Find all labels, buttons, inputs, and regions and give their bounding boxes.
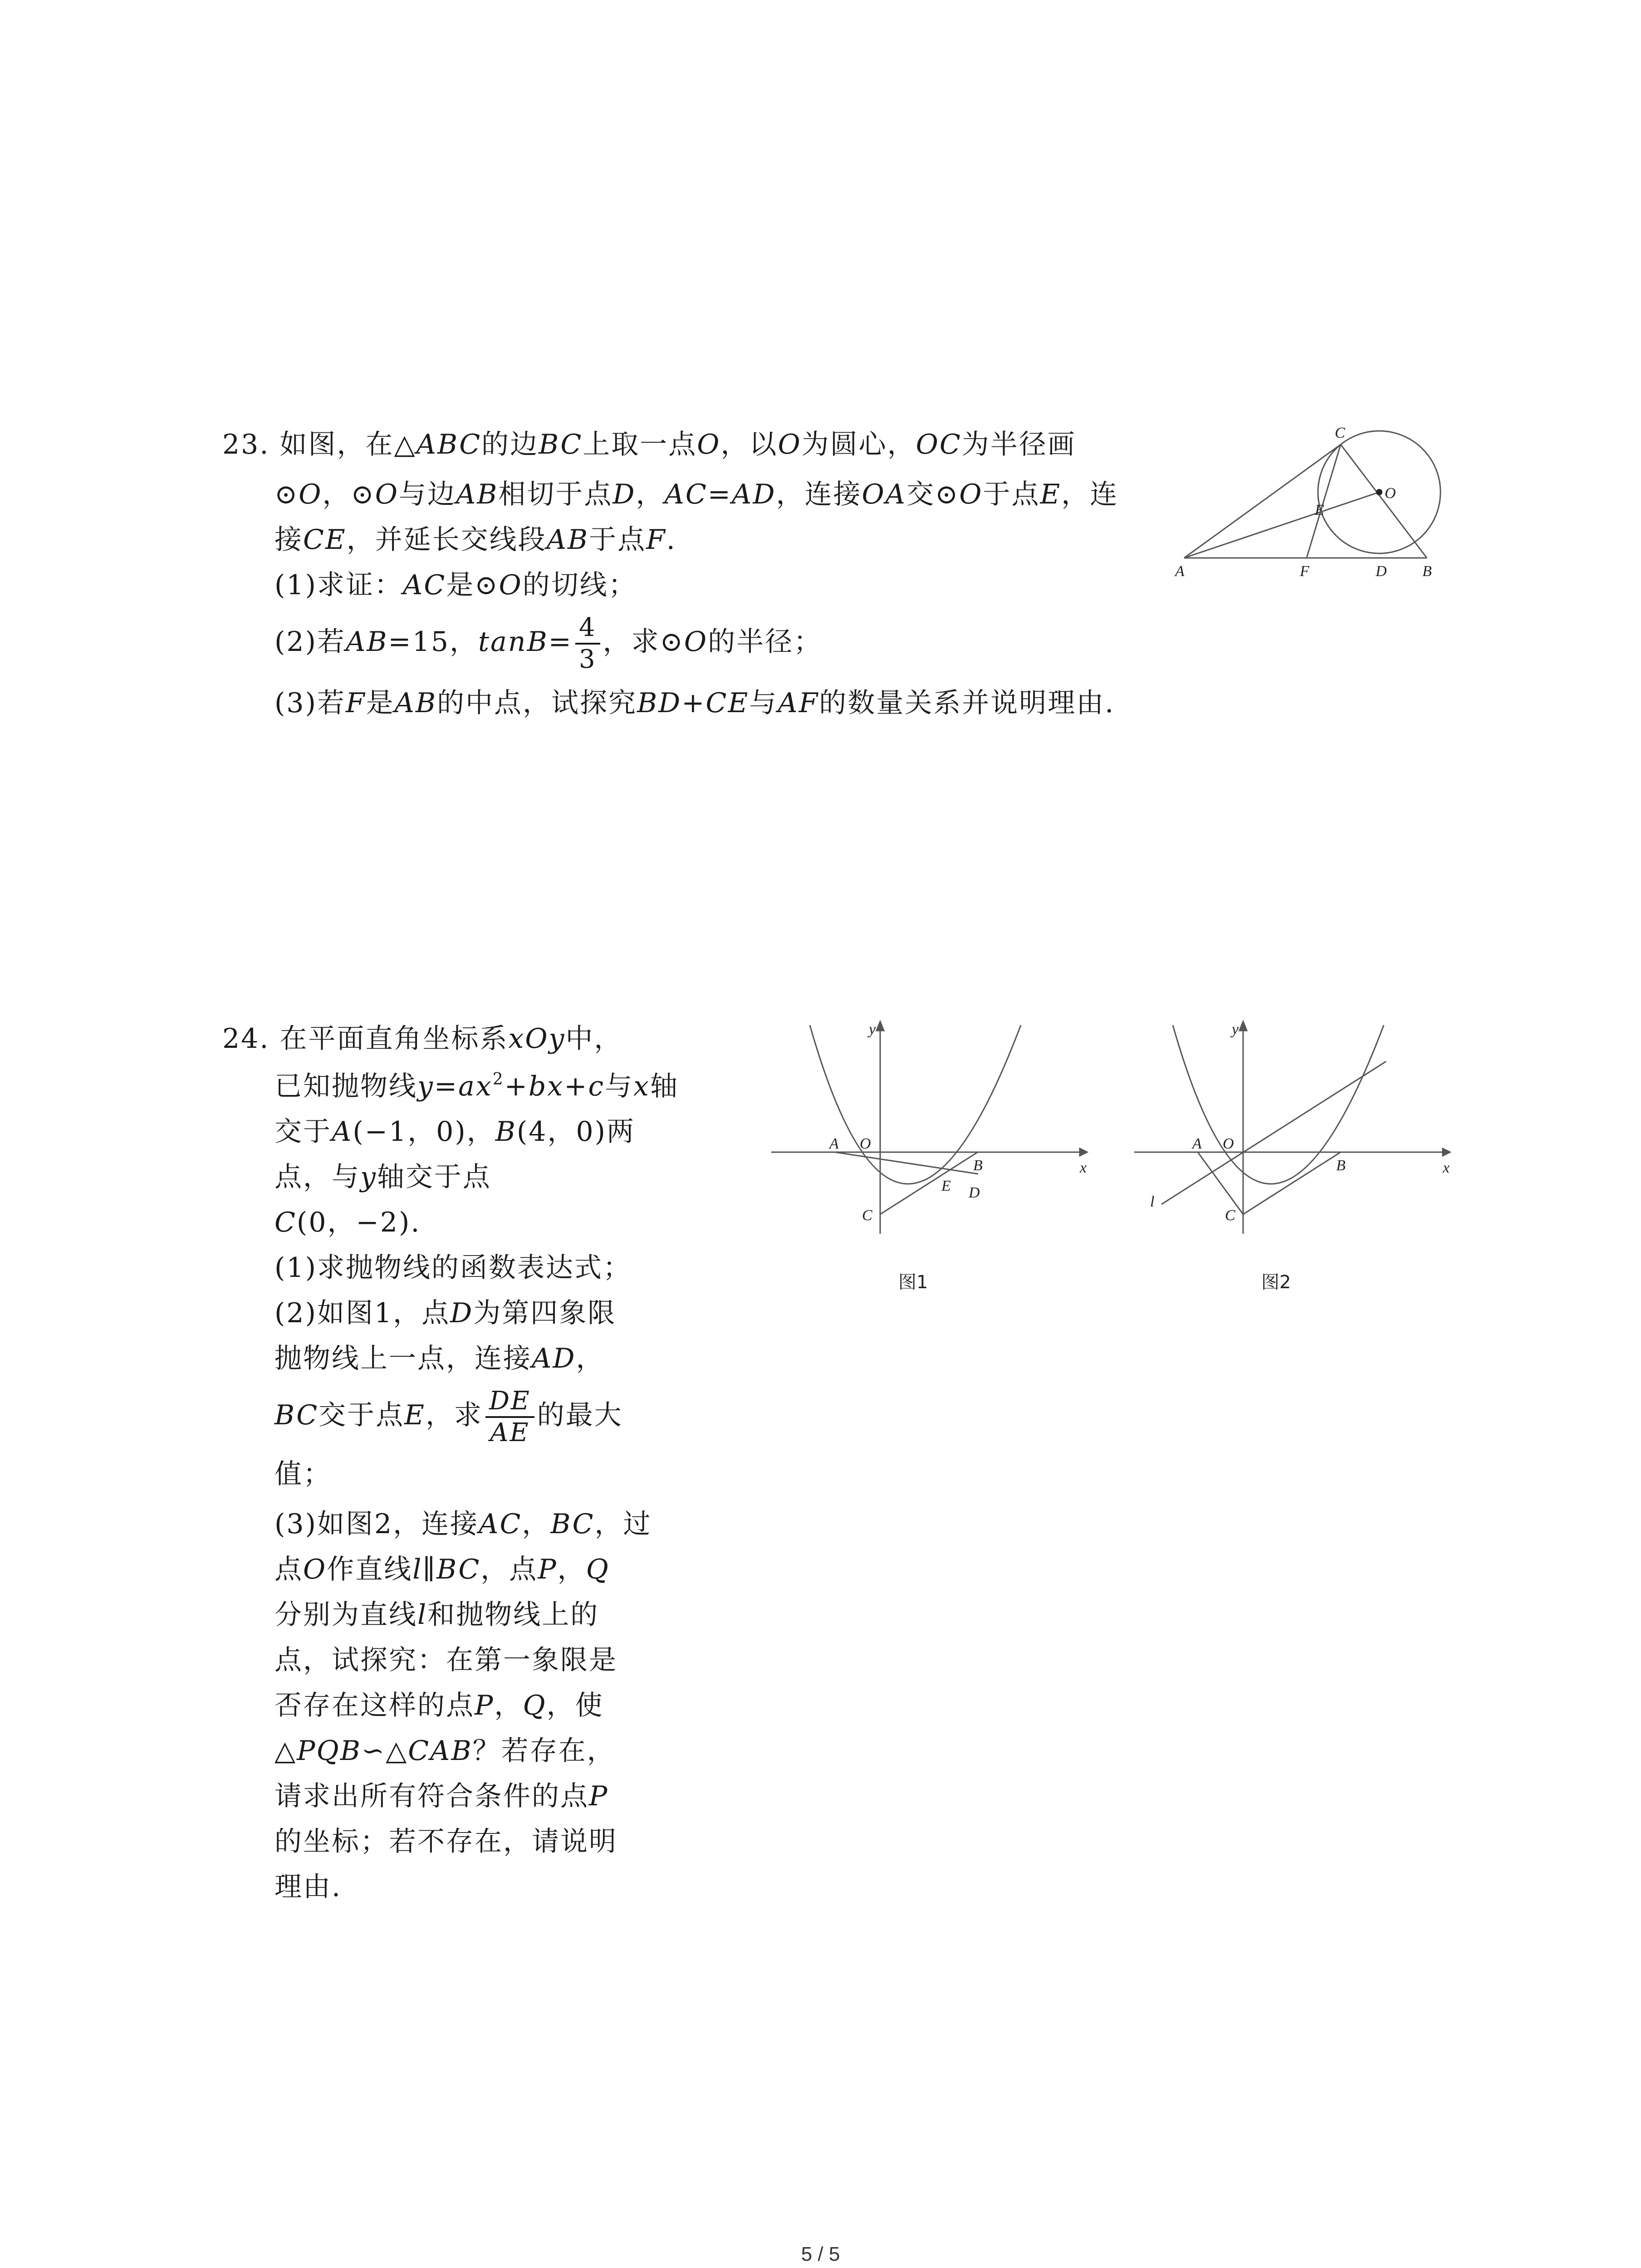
- text: 是⊙: [446, 569, 499, 601]
- q23-line-1: [222, 426, 1076, 463]
- text: ⊙: [274, 479, 299, 510]
- q24-line-18: [274, 1823, 617, 1860]
- math: E: [1040, 479, 1062, 510]
- math: O: [697, 429, 721, 460]
- text: ，: [576, 1343, 605, 1374]
- text: ，求: [425, 1399, 483, 1431]
- label-D: D: [969, 1184, 980, 1201]
- text: (3)如图2，连接: [274, 1508, 479, 1540]
- text: 点: [274, 1554, 303, 1585]
- label-B: B: [1336, 1157, 1346, 1174]
- text: 分别为直线: [274, 1599, 417, 1631]
- text: 与边: [398, 479, 456, 510]
- label-D: D: [1376, 563, 1387, 580]
- q24-figure-2: [1130, 1016, 1465, 1306]
- text: 在平面直角坐标系: [279, 1023, 509, 1055]
- q24-line-17: [274, 1778, 608, 1814]
- q24-line-3: [274, 1114, 635, 1150]
- math: y: [360, 1161, 377, 1193]
- math: AC: [403, 569, 446, 601]
- math: O: [959, 479, 983, 510]
- text: ，连: [1061, 479, 1119, 510]
- text: ∽△: [361, 1735, 408, 1767]
- label-B: B: [973, 1157, 983, 1174]
- q24-line-12: [274, 1551, 610, 1588]
- math: AC: [479, 1508, 522, 1540]
- math: B: [495, 1116, 517, 1148]
- text: 否存在这样的点: [274, 1690, 475, 1721]
- math: D: [612, 479, 636, 510]
- text: △: [274, 1735, 297, 1767]
- math: AB: [456, 479, 499, 510]
- caption-fig1: 图1: [898, 1272, 928, 1293]
- text: (0，−2).: [296, 1207, 421, 1238]
- caption-fig2: 图2: [1261, 1272, 1291, 1293]
- math: BC: [550, 1508, 595, 1540]
- label-C: C: [1225, 1207, 1235, 1224]
- text: =15，: [388, 626, 479, 658]
- math: l: [412, 1554, 423, 1585]
- exponent: 2: [492, 1070, 505, 1089]
- text: ，过: [594, 1508, 652, 1540]
- math: l: [417, 1599, 428, 1631]
- label-A: A: [829, 1135, 839, 1152]
- text: 与: [749, 687, 778, 719]
- text: 交于点: [318, 1399, 405, 1431]
- text: 轴: [650, 1070, 679, 1102]
- math: BC: [436, 1554, 481, 1585]
- label-A: A: [1175, 563, 1185, 580]
- text: 的最大: [537, 1399, 623, 1431]
- parabola: [1173, 1025, 1384, 1184]
- math: OA: [862, 479, 906, 510]
- text: 的切线；: [522, 569, 637, 601]
- q23-number: 23.: [222, 429, 270, 460]
- math: Q: [586, 1554, 610, 1585]
- label-O: O: [1385, 485, 1396, 502]
- text: 轴交于点: [377, 1161, 491, 1193]
- math: O: [299, 479, 323, 510]
- text: 是: [366, 687, 395, 719]
- text: 中，: [565, 1023, 623, 1055]
- text: 于点: [983, 479, 1040, 510]
- math: P: [589, 1780, 609, 1812]
- numerator: [485, 1386, 534, 1418]
- q24-line-1: [222, 1021, 622, 1057]
- text: ∥: [422, 1554, 437, 1585]
- text: 的中点，试探究: [437, 687, 637, 719]
- math: CE: [303, 524, 347, 556]
- math: O: [684, 626, 708, 658]
- text: ，点: [480, 1554, 538, 1585]
- math: OC: [916, 429, 962, 460]
- q24-figure-1: [767, 1016, 1102, 1306]
- center-dot: [1376, 489, 1382, 495]
- label-E: E: [1315, 502, 1324, 518]
- axis-label-x: x: [1443, 1159, 1450, 1176]
- q24-line-8: [274, 1340, 604, 1377]
- q24-line-14: [274, 1642, 617, 1678]
- text: (−1，0)，: [353, 1116, 495, 1148]
- math: BD+CE: [637, 687, 749, 719]
- text: (3)若: [274, 687, 346, 719]
- label-E: E: [941, 1178, 951, 1194]
- math: AB: [546, 524, 589, 556]
- text: (2)如图1，点: [274, 1297, 451, 1329]
- q24-line-6: [274, 1250, 632, 1286]
- text: ，: [636, 479, 665, 510]
- text: 为第四象限: [473, 1297, 617, 1329]
- q24-line-19: [274, 1869, 342, 1905]
- label-l: l: [1150, 1193, 1155, 1210]
- text: =: [548, 626, 573, 658]
- text: 为半径画: [961, 429, 1076, 460]
- label-F: F: [1300, 563, 1309, 580]
- text: 为圆心，: [801, 429, 916, 460]
- math: xOy: [508, 1023, 566, 1055]
- text: 已知抛物线: [274, 1070, 417, 1102]
- math: D: [450, 1297, 474, 1329]
- denominator: 3: [578, 645, 597, 675]
- q24-line-4: [274, 1159, 491, 1195]
- text: ，以: [720, 429, 778, 460]
- text: 的边: [481, 429, 539, 460]
- q24-line-9: [274, 1381, 623, 1449]
- q23-figure: [1171, 422, 1470, 590]
- label-B: B: [1422, 563, 1432, 580]
- text: 的坐标；若不存在，请说明: [274, 1826, 617, 1857]
- segment-ac: [1184, 445, 1341, 558]
- text: 上取一点: [583, 429, 697, 460]
- segment-ao: [1184, 492, 1379, 558]
- q24-line-16: [274, 1733, 616, 1769]
- text: ，⊙: [322, 479, 375, 510]
- text: 交⊙: [906, 479, 960, 510]
- text: 相切于点: [498, 479, 613, 510]
- math: AE: [490, 1418, 530, 1448]
- segment-bc: [1243, 1152, 1341, 1214]
- text: 如图，在△: [279, 429, 416, 460]
- parabola: [810, 1025, 1021, 1184]
- label-C: C: [1335, 425, 1345, 441]
- text: 理由.: [274, 1871, 342, 1903]
- math: AD: [532, 1343, 576, 1374]
- segment-ad: [835, 1152, 978, 1174]
- text: 和抛物线上的: [427, 1599, 599, 1631]
- numerator: 4: [575, 613, 600, 645]
- text: 点，试探究：在第一象限是: [274, 1644, 617, 1676]
- text: (2)若: [274, 626, 346, 658]
- q24-line-10: [274, 1456, 332, 1492]
- x-axis-arrow: [1080, 1149, 1087, 1156]
- axis-label-x: x: [1080, 1159, 1087, 1176]
- text: 抛物线上一点，连接: [274, 1343, 532, 1374]
- q24-number: 24.: [222, 1023, 270, 1055]
- math: P: [475, 1690, 495, 1721]
- text: ，: [522, 1508, 551, 1540]
- text: ，求⊙: [603, 626, 684, 658]
- math: O: [499, 569, 523, 601]
- math: x: [633, 1070, 650, 1102]
- axis-label-y: y: [869, 1021, 876, 1038]
- q24-line-11: [274, 1506, 652, 1542]
- segment-cf: [1307, 445, 1341, 558]
- math: E: [404, 1399, 426, 1431]
- math: AF: [778, 687, 819, 719]
- math: AB: [346, 626, 388, 658]
- math: BC: [274, 1399, 319, 1431]
- text: 与: [605, 1070, 634, 1102]
- fraction-de-ae: [485, 1386, 534, 1448]
- text: 作直线: [327, 1554, 413, 1585]
- math: DE: [489, 1386, 531, 1416]
- text: 的半径；: [708, 626, 823, 658]
- math: A: [332, 1116, 353, 1148]
- segment-ac: [1198, 1152, 1243, 1214]
- line-l: [1161, 1061, 1386, 1204]
- page-number: 5 / 5: [801, 2243, 840, 2265]
- q23-part-2: [274, 610, 822, 675]
- text: 值；: [274, 1458, 332, 1490]
- q24-line-5: [274, 1204, 421, 1241]
- math: +bx+c: [504, 1070, 605, 1102]
- text: 请求出所有符合条件的点: [274, 1780, 589, 1812]
- q24-line-13: [274, 1597, 599, 1633]
- math: Q: [523, 1690, 547, 1721]
- math: O: [303, 1554, 327, 1585]
- label-C: C: [862, 1207, 872, 1224]
- math: C: [274, 1207, 297, 1238]
- text: ，: [557, 1554, 586, 1585]
- text: 交于: [274, 1116, 332, 1148]
- math: BC: [539, 429, 583, 460]
- math: y=ax: [417, 1070, 493, 1102]
- fraction-4-3: [575, 613, 600, 675]
- math: PQB: [297, 1735, 362, 1767]
- text: ，使: [546, 1690, 604, 1721]
- text: 的数量关系并说明理由.: [819, 687, 1115, 719]
- y-axis-arrow: [1239, 1022, 1247, 1031]
- q23-line-3: [274, 522, 676, 558]
- math: AB: [394, 687, 437, 719]
- text: ，: [494, 1690, 523, 1721]
- math: CAB: [408, 1735, 473, 1767]
- q23-line-2: [274, 476, 1118, 513]
- text: (1)求证：: [274, 569, 403, 601]
- math: F: [646, 524, 666, 556]
- math: O: [375, 479, 399, 510]
- text: ？若存在，: [472, 1735, 616, 1767]
- math: tanB: [478, 626, 549, 658]
- text: 于点: [589, 524, 647, 556]
- q23-part-1: [274, 567, 637, 603]
- y-axis-arrow: [877, 1022, 884, 1031]
- math: ABC: [416, 429, 482, 460]
- text: 接: [274, 524, 303, 556]
- label-O: O: [1223, 1135, 1234, 1152]
- math: F: [346, 687, 366, 719]
- x-axis-arrow: [1443, 1149, 1450, 1156]
- q23-part-3: [274, 685, 1115, 721]
- label-A: A: [1192, 1135, 1202, 1152]
- math: P: [538, 1554, 558, 1585]
- q24-line-2: [274, 1068, 679, 1105]
- math: AC=AD: [664, 479, 776, 510]
- text: (1)求抛物线的函数表达式；: [274, 1252, 632, 1284]
- text: (4，0)两: [516, 1116, 636, 1148]
- q24-line-7: [274, 1295, 616, 1331]
- label-O: O: [860, 1135, 871, 1152]
- q24-line-15: [274, 1687, 604, 1724]
- text: ，连接: [776, 479, 862, 510]
- text: ，并延长交线段: [346, 524, 547, 556]
- math: O: [778, 429, 802, 460]
- denominator: [485, 1418, 534, 1448]
- text: 点，与: [274, 1161, 360, 1193]
- axis-label-y: y: [1232, 1021, 1239, 1038]
- text: .: [666, 524, 676, 556]
